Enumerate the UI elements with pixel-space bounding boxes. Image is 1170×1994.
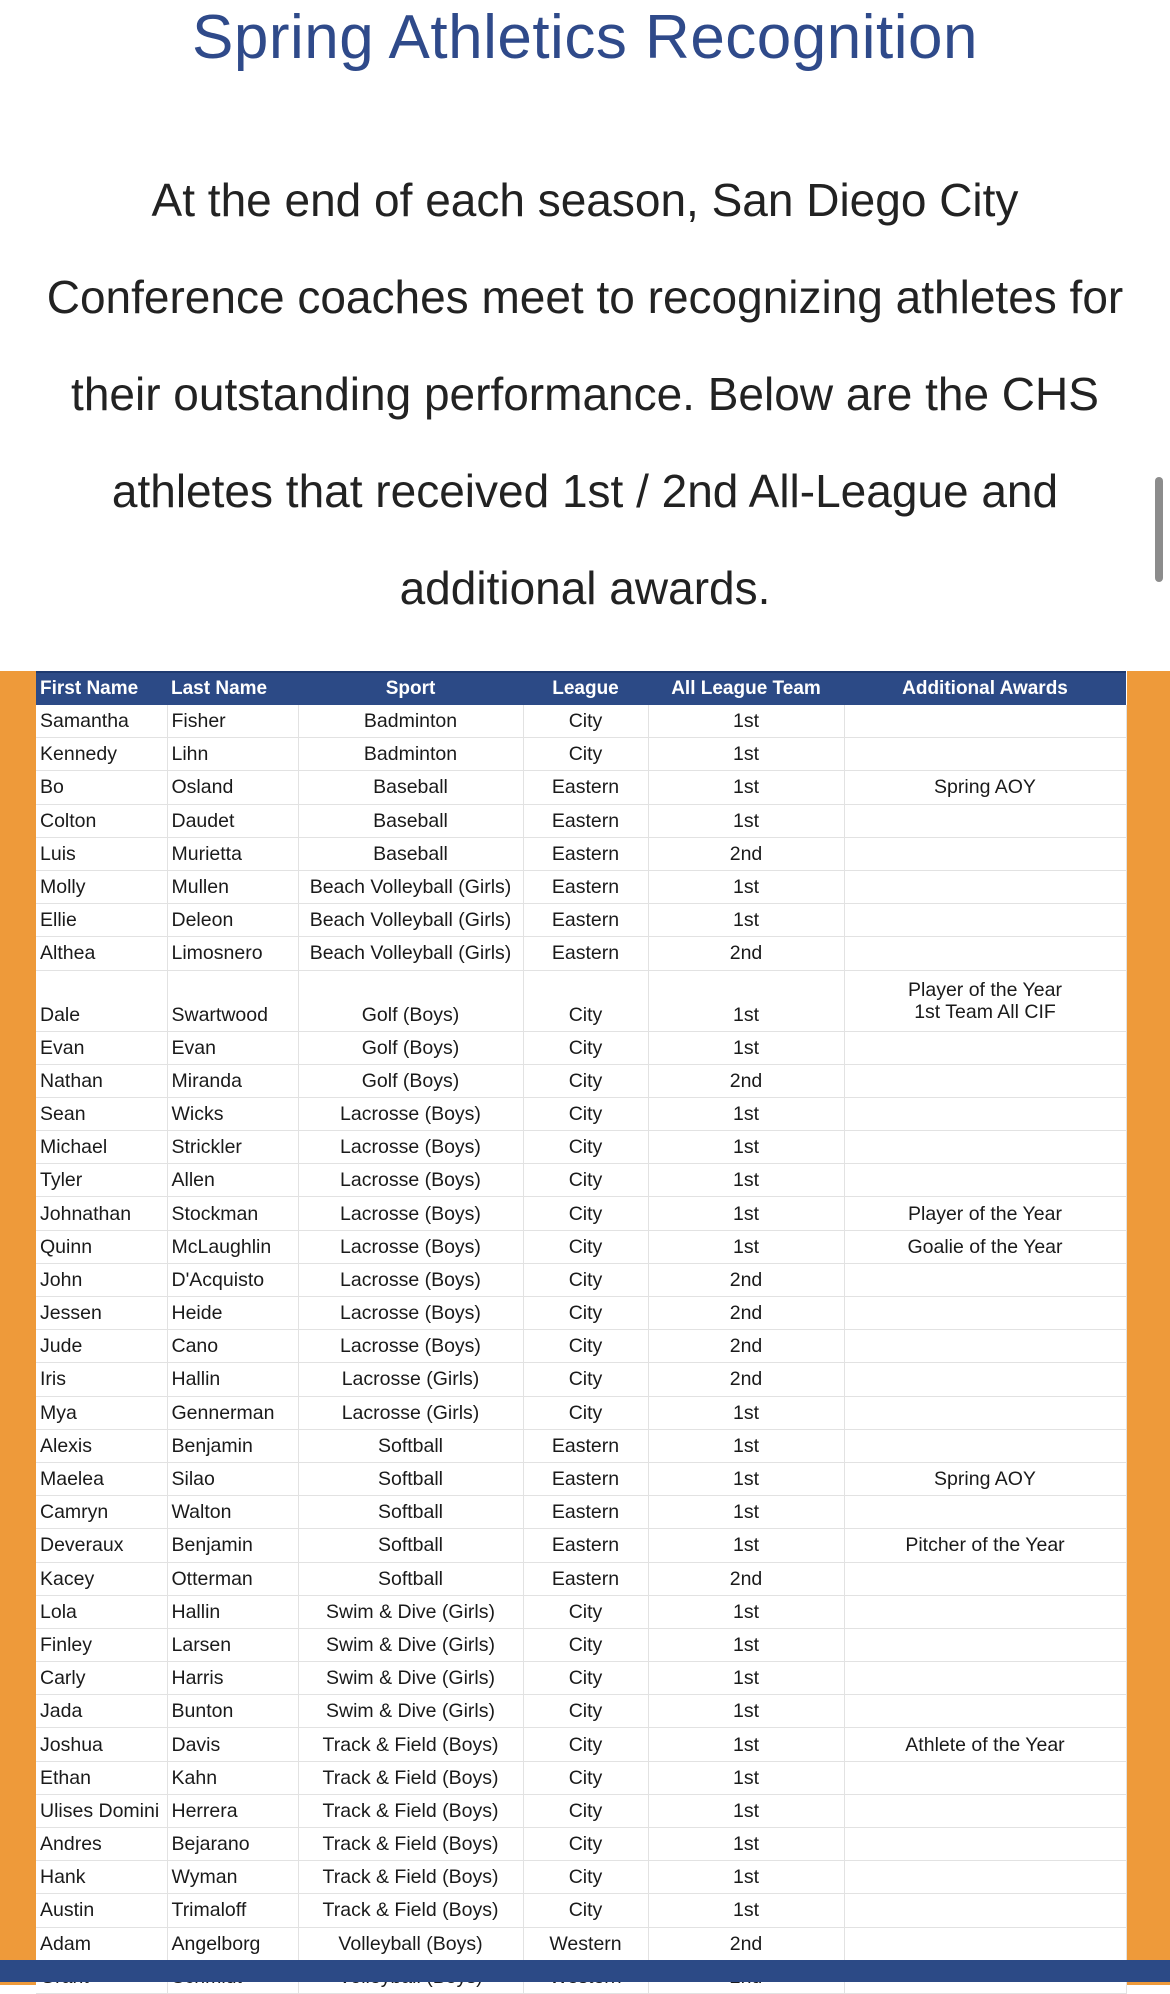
all-league-team-cell: 1st (648, 738, 844, 771)
first-name-cell: Kennedy (36, 738, 167, 771)
league-cell: Eastern (523, 1529, 648, 1562)
last-name-cell: Evan (167, 1031, 298, 1064)
sport-cell: Golf (Boys) (298, 1031, 523, 1064)
sport-cell: Softball (298, 1496, 523, 1529)
last-name-cell: D'Acquisto (167, 1263, 298, 1296)
first-name-cell: John (36, 1263, 167, 1296)
award-cell (844, 1861, 1126, 1894)
first-name-cell: Hank (36, 1861, 167, 1894)
last-name-cell: Cano (167, 1330, 298, 1363)
table-row (36, 1164, 1126, 1197)
last-name-cell: Deleon (167, 904, 298, 937)
league-cell: Eastern (523, 771, 648, 804)
award-cell (844, 738, 1126, 771)
sport-cell: Swim & Dive (Girls) (298, 1695, 523, 1728)
league-cell: City (523, 1794, 648, 1827)
award-cell (844, 970, 1126, 1031)
all-league-team-cell: 1st (648, 1197, 844, 1230)
first-name-cell: Finley (36, 1628, 167, 1661)
last-name-cell: Otterman (167, 1562, 298, 1595)
award-cell (844, 1363, 1126, 1396)
table-row (36, 1396, 1126, 1429)
first-name-cell: Johnathan (36, 1197, 167, 1230)
table-row (36, 1828, 1126, 1861)
award-cell (844, 1064, 1126, 1097)
last-name-cell: Lihn (167, 738, 298, 771)
last-name-cell: Wicks (167, 1097, 298, 1130)
table-row (36, 1496, 1126, 1529)
first-name-cell: Alexis (36, 1429, 167, 1462)
league-cell: City (523, 1828, 648, 1861)
sport-cell: Lacrosse (Boys) (298, 1230, 523, 1263)
last-name-cell: Benjamin (167, 1429, 298, 1462)
all-league-team-cell: 1st (648, 1396, 844, 1429)
award-line: Player of the Year (908, 978, 1062, 1001)
intro-line: Conference coaches meet to recognizing athletes for (46, 271, 1124, 323)
award-cell (844, 1695, 1126, 1728)
sport-cell: Lacrosse (Boys) (298, 1164, 523, 1197)
league-cell: City (523, 970, 648, 1031)
awards-table (36, 671, 1127, 1994)
table-body (36, 705, 1126, 1993)
sport-cell: Track & Field (Boys) (298, 1794, 523, 1827)
sport-cell: Lacrosse (Boys) (298, 1097, 523, 1130)
table-row (36, 1064, 1126, 1097)
table-row (36, 1263, 1126, 1296)
award-cell: Goalie of the Year (844, 1230, 1126, 1263)
first-name-cell: Andres (36, 1828, 167, 1861)
sport-cell: Lacrosse (Boys) (298, 1297, 523, 1330)
first-name-cell: Quinn (36, 1230, 167, 1263)
award-cell (844, 1164, 1126, 1197)
table-row (36, 1297, 1126, 1330)
all-league-team-cell: 1st (648, 870, 844, 903)
table-row (36, 1363, 1126, 1396)
award-cell (844, 804, 1126, 837)
table-row (36, 1595, 1126, 1628)
award-cell (844, 1496, 1126, 1529)
all-league-team-cell: 1st (648, 705, 844, 738)
sport-cell: Swim & Dive (Girls) (298, 1628, 523, 1661)
first-name-cell: Jada (36, 1695, 167, 1728)
all-league-team-cell: 1st (648, 1131, 844, 1164)
first-name-cell: Michael (36, 1131, 167, 1164)
sport-cell: Softball (298, 1562, 523, 1595)
table-row (36, 837, 1126, 870)
intro-line: additional awards. (399, 562, 771, 614)
sport-cell: Lacrosse (Boys) (298, 1330, 523, 1363)
first-name-cell: Iris (36, 1363, 167, 1396)
table-row (36, 1230, 1126, 1263)
league-cell: City (523, 1297, 648, 1330)
table-row (36, 1927, 1126, 1960)
last-name-cell: Limosnero (167, 937, 298, 970)
sport-cell: Beach Volleyball (Girls) (298, 937, 523, 970)
last-name-cell: Benjamin (167, 1529, 298, 1562)
last-name-cell: Bejarano (167, 1828, 298, 1861)
league-cell: City (523, 1097, 648, 1130)
sport-cell: Softball (298, 1529, 523, 1562)
last-name-cell: Osland (167, 771, 298, 804)
award-cell (844, 1894, 1126, 1927)
sport-cell: Track & Field (Boys) (298, 1828, 523, 1861)
award-cell (844, 1595, 1126, 1628)
sport-cell: Baseball (298, 804, 523, 837)
header-first-name: First Name (36, 672, 167, 705)
award-line: 1st Team All CIF (914, 1000, 1056, 1023)
league-cell: City (523, 1595, 648, 1628)
all-league-team-cell: 1st (648, 771, 844, 804)
first-name-cell: Adam (36, 1927, 167, 1960)
sport-cell: Beach Volleyball (Girls) (298, 904, 523, 937)
all-league-team-cell: 2nd (648, 1562, 844, 1595)
all-league-team-cell: 2nd (648, 1330, 844, 1363)
table-row (36, 870, 1126, 903)
last-name-cell: Silao (167, 1462, 298, 1495)
league-cell: Eastern (523, 1562, 648, 1595)
award-cell (844, 1628, 1126, 1661)
page-title: Spring Athletics Recognition (191, 3, 978, 72)
first-name-cell: Mya (36, 1396, 167, 1429)
table-row (36, 1131, 1126, 1164)
sport-cell: Baseball (298, 837, 523, 870)
table-row (36, 937, 1126, 970)
last-name-cell: Bunton (167, 1695, 298, 1728)
table-row (36, 1562, 1126, 1595)
table-row (36, 1330, 1126, 1363)
all-league-team-cell: 2nd (648, 1263, 844, 1296)
first-name-cell: Kacey (36, 1562, 167, 1595)
all-league-team-cell: 1st (648, 970, 844, 1031)
table-row (36, 1628, 1126, 1661)
league-cell: City (523, 1330, 648, 1363)
award-cell (844, 1429, 1126, 1462)
all-league-team-cell: 1st (648, 1794, 844, 1827)
last-name-cell: Angelborg (167, 1927, 298, 1960)
league-cell: Eastern (523, 937, 648, 970)
league-cell: City (523, 738, 648, 771)
league-cell: City (523, 1894, 648, 1927)
award-cell (844, 870, 1126, 903)
first-name-cell: Austin (36, 1894, 167, 1927)
award-cell (844, 1662, 1126, 1695)
first-name-cell: Evan (36, 1031, 167, 1064)
league-cell: City (523, 1031, 648, 1064)
league-cell: City (523, 1230, 648, 1263)
all-league-team-cell: 1st (648, 1496, 844, 1529)
table-row (36, 1529, 1126, 1562)
table-row (36, 705, 1126, 738)
intro-line: their outstanding performance. Below are the CHS (71, 368, 1099, 420)
award-cell (844, 937, 1126, 970)
table-row (36, 738, 1126, 771)
all-league-team-cell: 2nd (648, 1064, 844, 1097)
sport-cell: Lacrosse (Boys) (298, 1131, 523, 1164)
all-league-team-cell: 1st (648, 1662, 844, 1695)
league-cell: Eastern (523, 1429, 648, 1462)
last-name-cell: Daudet (167, 804, 298, 837)
last-name-cell: Hallin (167, 1595, 298, 1628)
award-cell (844, 1562, 1126, 1595)
league-cell: Eastern (523, 804, 648, 837)
table-row (36, 1894, 1126, 1927)
sport-cell: Track & Field (Boys) (298, 1894, 523, 1927)
sport-cell: Lacrosse (Boys) (298, 1263, 523, 1296)
first-name-cell: Bo (36, 771, 167, 804)
header-league: League (523, 672, 648, 705)
first-name-cell: Colton (36, 804, 167, 837)
all-league-team-cell: 1st (648, 1894, 844, 1927)
last-name-cell: Wyman (167, 1861, 298, 1894)
intro-line: At the end of each season, San Diego City (151, 174, 1019, 226)
intro-paragraph (0, 152, 1170, 637)
sport-cell: Lacrosse (Girls) (298, 1363, 523, 1396)
league-cell: Eastern (523, 1496, 648, 1529)
league-cell: City (523, 1628, 648, 1661)
league-cell: City (523, 1861, 648, 1894)
first-name-cell: Jude (36, 1330, 167, 1363)
all-league-team-cell: 2nd (648, 1297, 844, 1330)
sport-cell: Volleyball (Boys) (298, 1927, 523, 1960)
header-all-league-team: All League Team (648, 672, 844, 705)
league-cell: Eastern (523, 1462, 648, 1495)
first-name-cell: Sean (36, 1097, 167, 1130)
sport-cell: Lacrosse (Boys) (298, 1197, 523, 1230)
scrollbar-thumb[interactable] (1155, 477, 1163, 582)
table-row (36, 1695, 1126, 1728)
award-cell (844, 705, 1126, 738)
last-name-cell: Walton (167, 1496, 298, 1529)
sport-cell: Golf (Boys) (298, 1064, 523, 1097)
table-row (36, 771, 1126, 804)
award-cell: Spring AOY (844, 771, 1126, 804)
last-name-cell: Kahn (167, 1761, 298, 1794)
award-cell (844, 1396, 1126, 1429)
last-name-cell: Trimaloff (167, 1894, 298, 1927)
awards-spreadsheet-image (0, 671, 1170, 1985)
header-additional-awards: Additional Awards (844, 672, 1126, 705)
first-name-cell: Althea (36, 937, 167, 970)
first-name-cell: Tyler (36, 1164, 167, 1197)
award-cell (844, 904, 1126, 937)
award-cell: Spring AOY (844, 1462, 1126, 1495)
last-name-cell: Fisher (167, 705, 298, 738)
table-header-row (36, 672, 1126, 705)
all-league-team-cell: 1st (648, 1861, 844, 1894)
league-cell: Western (523, 1927, 648, 1960)
table-row (36, 1728, 1126, 1761)
first-name-cell: Luis (36, 837, 167, 870)
league-cell: City (523, 1728, 648, 1761)
all-league-team-cell: 1st (648, 1164, 844, 1197)
last-name-cell: Miranda (167, 1064, 298, 1097)
league-cell: City (523, 1662, 648, 1695)
award-cell (844, 1297, 1126, 1330)
last-name-cell: Murietta (167, 837, 298, 870)
all-league-team-cell: 2nd (648, 1363, 844, 1396)
all-league-team-cell: 1st (648, 1031, 844, 1064)
sport-cell: Badminton (298, 705, 523, 738)
league-cell: Eastern (523, 837, 648, 870)
sport-cell: Golf (Boys) (298, 970, 523, 1031)
table-row (36, 1761, 1126, 1794)
table-row (36, 1031, 1126, 1064)
first-name-cell: Jessen (36, 1297, 167, 1330)
first-name-cell: Ellie (36, 904, 167, 937)
award-cell (844, 1927, 1126, 1960)
last-name-cell: Gennerman (167, 1396, 298, 1429)
first-name-cell: Molly (36, 870, 167, 903)
award-cell (844, 1794, 1126, 1827)
league-cell: Eastern (523, 904, 648, 937)
sport-cell: Track & Field (Boys) (298, 1761, 523, 1794)
last-name-cell: Hallin (167, 1363, 298, 1396)
award-cell (844, 1263, 1126, 1296)
all-league-team-cell: 1st (648, 1695, 844, 1728)
sport-cell: Track & Field (Boys) (298, 1861, 523, 1894)
table-row (36, 804, 1126, 837)
last-name-cell: Davis (167, 1728, 298, 1761)
award-cell: Player of the Year (844, 1197, 1126, 1230)
league-cell: City (523, 1761, 648, 1794)
all-league-team-cell: 1st (648, 1429, 844, 1462)
first-name-cell: Maelea (36, 1462, 167, 1495)
first-name-cell: Lola (36, 1595, 167, 1628)
all-league-team-cell: 1st (648, 1097, 844, 1130)
all-league-team-cell: 2nd (648, 837, 844, 870)
first-name-cell: Carly (36, 1662, 167, 1695)
table-row (36, 1462, 1126, 1495)
all-league-team-cell: 1st (648, 804, 844, 837)
last-name-cell: Strickler (167, 1131, 298, 1164)
sport-cell: Softball (298, 1429, 523, 1462)
table-row (36, 1097, 1126, 1130)
last-name-cell: Larsen (167, 1628, 298, 1661)
last-name-cell: Herrera (167, 1794, 298, 1827)
first-name-cell: Ulises Domini (36, 1794, 167, 1827)
all-league-team-cell: 1st (648, 1828, 844, 1861)
award-cell (844, 1097, 1126, 1130)
last-name-cell: Swartwood (167, 970, 298, 1031)
all-league-team-cell: 2nd (648, 937, 844, 970)
award-cell (844, 1031, 1126, 1064)
league-cell: City (523, 1396, 648, 1429)
first-name-cell: Nathan (36, 1064, 167, 1097)
last-name-cell: Heide (167, 1297, 298, 1330)
sport-cell: Baseball (298, 771, 523, 804)
table-row (36, 1197, 1126, 1230)
sport-cell: Track & Field (Boys) (298, 1728, 523, 1761)
first-name-cell: Camryn (36, 1496, 167, 1529)
last-name-cell: Mullen (167, 870, 298, 903)
league-cell: City (523, 1131, 648, 1164)
award-cell (844, 1761, 1126, 1794)
first-name-cell: Dale (36, 970, 167, 1031)
last-name-cell: Allen (167, 1164, 298, 1197)
sport-cell: Badminton (298, 738, 523, 771)
all-league-team-cell: 1st (648, 904, 844, 937)
first-name-cell: Joshua (36, 1728, 167, 1761)
sport-cell: Softball (298, 1462, 523, 1495)
sport-cell: Swim & Dive (Girls) (298, 1595, 523, 1628)
award-cell: Pitcher of the Year (844, 1529, 1126, 1562)
sport-cell: Beach Volleyball (Girls) (298, 870, 523, 903)
all-league-team-cell: 1st (648, 1761, 844, 1794)
award-cell (844, 837, 1126, 870)
award-cell (844, 1828, 1126, 1861)
last-name-cell: McLaughlin (167, 1230, 298, 1263)
table-row (36, 1794, 1126, 1827)
intro-line: athletes that received 1st / 2nd All-League and (111, 465, 1059, 517)
first-name-cell: Deveraux (36, 1529, 167, 1562)
all-league-team-cell: 1st (648, 1462, 844, 1495)
league-cell: City (523, 1197, 648, 1230)
table-row (36, 970, 1126, 1031)
league-cell: Eastern (523, 870, 648, 903)
table-row (36, 1861, 1126, 1894)
table-row (36, 1662, 1126, 1695)
table-row (36, 1429, 1126, 1462)
all-league-team-cell: 1st (648, 1529, 844, 1562)
header-sport: Sport (298, 672, 523, 705)
sport-cell: Swim & Dive (Girls) (298, 1662, 523, 1695)
league-cell: City (523, 705, 648, 738)
award-cell (844, 1330, 1126, 1363)
header-last-name: Last Name (167, 672, 298, 705)
league-cell: City (523, 1695, 648, 1728)
last-name-cell: Harris (167, 1662, 298, 1695)
award-cell: Athlete of the Year (844, 1728, 1126, 1761)
first-name-cell: Ethan (36, 1761, 167, 1794)
all-league-team-cell: 2nd (648, 1927, 844, 1960)
first-name-cell: Samantha (36, 705, 167, 738)
league-cell: City (523, 1064, 648, 1097)
league-cell: City (523, 1263, 648, 1296)
last-name-cell: Stockman (167, 1197, 298, 1230)
spreadsheet-bottom-bar (0, 1960, 1170, 1982)
league-cell: City (523, 1164, 648, 1197)
all-league-team-cell: 1st (648, 1230, 844, 1263)
league-cell: City (523, 1363, 648, 1396)
all-league-team-cell: 1st (648, 1728, 844, 1761)
table-row (36, 904, 1126, 937)
sport-cell: Lacrosse (Girls) (298, 1396, 523, 1429)
all-league-team-cell: 1st (648, 1628, 844, 1661)
all-league-team-cell: 1st (648, 1595, 844, 1628)
award-cell (844, 1131, 1126, 1164)
